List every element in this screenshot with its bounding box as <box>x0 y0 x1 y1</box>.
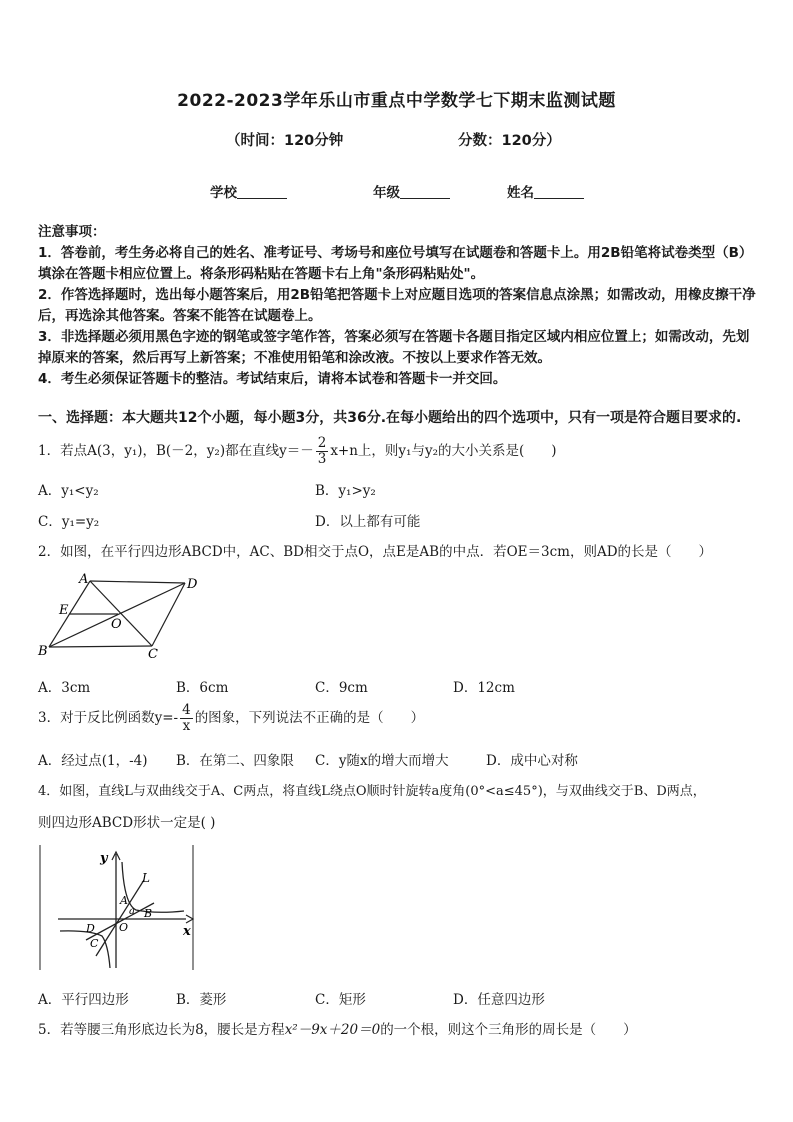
q3-option-b: B．在第二、四象限 <box>176 753 294 769</box>
q1-frac-num: 2 <box>317 435 327 451</box>
hyperbola-branch-right <box>122 862 184 912</box>
hyperbola-figure <box>36 844 196 972</box>
label-c: C <box>90 937 99 950</box>
q1-option-b: B．y₁>y₂ <box>315 483 376 499</box>
exam-time: （时间：120分钟 <box>226 133 344 149</box>
page-title: 2022-2023学年乐山市重点中学数学七下期末监测试题 <box>177 91 616 111</box>
question-5 <box>38 1018 637 1038</box>
notice-item-4: 4．考生必须保证答题卡的整洁。考试结束后，请将本试卷和答题卡一并交回。 <box>38 371 507 387</box>
name-blank[interactable] <box>534 185 584 199</box>
label-c: C <box>148 647 158 662</box>
question-4-line1: 4．如图，直线L与双曲线交于A、C两点，将直线L绕点O顺时针旋转a度角(0°<a≤45°)，与双曲线交于B、D两点， <box>38 784 706 799</box>
q3-stem-a: 3．对于反比例函数y=- <box>38 710 179 726</box>
school-label: 学校 <box>210 185 237 201</box>
q3-frac-num: 4 <box>182 702 191 718</box>
label-angle-a: a <box>129 906 135 917</box>
q5-stem-a: 5．若等腰三角形底边长为8，腰长是方程 <box>38 1022 285 1038</box>
parallelogram-figure <box>34 570 209 662</box>
q4-option-c: C．矩形 <box>315 992 366 1008</box>
label-b: B <box>144 907 153 920</box>
q1-stem-a: 1．若点A(3，y₁)，B(－2，y₂)都在直线y＝－ <box>38 443 314 459</box>
grade-field[interactable] <box>373 181 450 201</box>
question-4-line2: 则四边形ABCD形状一定是( ) <box>38 815 216 831</box>
school-blank[interactable] <box>237 185 287 199</box>
q1-frac-den: 3 <box>317 451 327 467</box>
q1-option-c: C．y₁=y₂ <box>38 514 100 530</box>
grade-label: 年级 <box>373 185 400 201</box>
x-axis-arrow <box>186 915 193 923</box>
q1-option-d: D．以上都有可能 <box>315 514 421 530</box>
q2-option-b: B．6cm <box>176 680 229 696</box>
q3-stem-b: 的图象，下列说法不正确的是（ ） <box>194 710 425 726</box>
hyperbola-branch-left <box>60 931 110 968</box>
side-cb <box>49 646 152 647</box>
q3-option-c: C．y随x的增大而增大 <box>315 753 449 769</box>
q3-frac-den: x <box>182 718 191 734</box>
label-a: A <box>120 894 128 907</box>
label-o: O <box>111 617 122 632</box>
q1-fraction <box>316 436 329 467</box>
notice-block <box>38 222 762 390</box>
label-e: E <box>59 603 69 618</box>
notice-heading: 注意事项： <box>38 224 106 240</box>
label-x: x <box>183 924 191 939</box>
q3-option-a: A．经过点(1，-4) <box>38 753 148 769</box>
question-1 <box>38 436 557 467</box>
section-heading: 一、选择题：本大题共12个小题，每小题3分，共36分.在每小题给出的四个选项中，只有一项是符合题目要求的. <box>38 410 742 426</box>
q2-option-c: C．9cm <box>315 680 368 696</box>
q4-option-d: D．任意四边形 <box>453 992 545 1008</box>
label-y: y <box>100 851 108 866</box>
notice-item-2: 2．作答选择题时，选出每小题答案后，用2B铅笔把答题卡上对应题目选项的答案信息点涂黑；如需改动，用橡皮擦干净后，再选涂其他答案。答案不能答在试题卷上。 <box>38 287 756 324</box>
q1-stem-b: x+n上，则y₁与y₂的大小关系是( ) <box>330 443 557 459</box>
q3-option-d: D．成中心对称 <box>486 753 578 769</box>
side-ad <box>90 581 185 583</box>
q2-option-a: A．3cm <box>38 680 91 696</box>
name-label: 姓名 <box>507 185 534 201</box>
name-field[interactable] <box>507 181 584 201</box>
label-d: D <box>86 922 95 935</box>
label-l: L <box>142 871 150 885</box>
notice-item-3: 3．非选择题必须用黑色字迹的钢笔或签字笔作答，答案必须写在答题卡各题目指定区域内相应位置上；如需改动，先划掉原来的答案，然后再写上新答案；不准使用铅笔和涂改液。不按以上要求作答无效。 <box>38 329 750 366</box>
exam-score: 分数：120分） <box>458 133 561 149</box>
notice-item-1: 1．答卷前，考生务必将自己的姓名、准考证号、考场号和座位号填写在试题卷和答题卡上。用2B铅笔将试卷类型（B）填涂在答题卡相应位置上。将条形码粘贴在答题卡右上角"条形码粘贴处"。 <box>38 245 753 282</box>
school-field[interactable] <box>210 181 287 201</box>
label-o: O <box>119 921 129 934</box>
label-b: B <box>38 644 48 659</box>
q5-equation: x²－9x＋20＝0 <box>284 1022 381 1038</box>
side-dc <box>152 583 185 646</box>
q1-option-a: A．y₁<y₂ <box>38 483 99 499</box>
question-2-stem: 2．如图，在平行四边形ABCD中，AC、BD相交于点O，点E是AB的中点．若OE＝3cm，则AD的长是（ ） <box>38 544 713 560</box>
line-l <box>96 880 144 956</box>
label-d: D <box>187 577 198 592</box>
q2-option-d: D．12cm <box>453 680 515 696</box>
grade-blank[interactable] <box>400 185 450 199</box>
question-3 <box>38 703 424 734</box>
label-a: A <box>79 572 89 587</box>
q4-option-b: B．菱形 <box>176 992 227 1008</box>
q5-stem-b: 的一个根，则这个三角形的周长是（ ） <box>380 1022 637 1038</box>
q3-fraction <box>180 703 193 734</box>
q4-option-a: A．平行四边形 <box>38 992 129 1008</box>
